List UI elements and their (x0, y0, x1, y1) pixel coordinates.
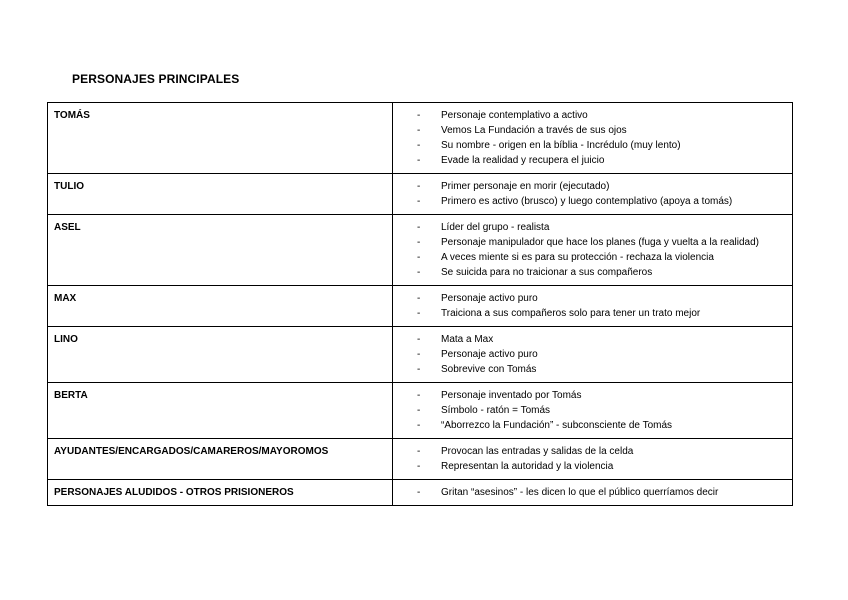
character-name: ASEL (48, 215, 393, 286)
description-item: - Símbolo - ratón = Tomás (417, 403, 786, 418)
character-name: TULIO (48, 174, 393, 215)
description-item: - Primero es activo (brusco) y luego contemplativo (apoya a tomás) (417, 194, 786, 209)
page-title: PERSONAJES PRINCIPALES (72, 72, 240, 86)
character-description (393, 480, 793, 506)
description-list (399, 485, 786, 500)
character-row (48, 480, 793, 506)
description-list (399, 332, 786, 377)
description-list (399, 179, 786, 209)
character-name: MAX (48, 286, 393, 327)
character-name: LINO (48, 327, 393, 383)
character-row (48, 327, 793, 383)
characters-table-body (48, 103, 793, 506)
description-list (399, 388, 786, 433)
description-item: - Personaje contemplativo a activo (417, 108, 786, 123)
description-item: - Evade la realidad y recupera el juicio (417, 153, 786, 168)
description-item: - Provocan las entradas y salidas de la celda (417, 444, 786, 459)
description-list (399, 291, 786, 321)
description-item: - Traiciona a sus compañeros solo para tener un trato mejor (417, 306, 786, 321)
description-item: - Mata a Max (417, 332, 786, 347)
description-item: - Primer personaje en morir (ejecutado) (417, 179, 786, 194)
description-item: - Sobrevive con Tomás (417, 362, 786, 377)
character-row (48, 383, 793, 439)
description-item: - Gritan “asesinos” - les dicen lo que el público querríamos decir (417, 485, 786, 500)
character-name: PERSONAJES ALUDIDOS - OTROS PRISIONEROS (48, 480, 393, 506)
character-name: TOMÁS (48, 103, 393, 174)
description-list (399, 108, 786, 168)
characters-table (47, 102, 793, 506)
character-description (393, 215, 793, 286)
description-list (399, 444, 786, 474)
description-item: - Personaje inventado por Tomás (417, 388, 786, 403)
description-item: - A veces miente si es para su protección - rechaza la violencia (417, 250, 786, 265)
description-item: - “Aborrezco la Fundación” - subconsciente de Tomás (417, 418, 786, 433)
character-description (393, 439, 793, 480)
description-list (399, 220, 786, 280)
character-description (393, 286, 793, 327)
character-row (48, 286, 793, 327)
character-name: AYUDANTES/ENCARGADOS/CAMAREROS/MAYOROMOS (48, 439, 393, 480)
character-description (393, 327, 793, 383)
character-row (48, 174, 793, 215)
description-item: - Líder del grupo - realista (417, 220, 786, 235)
character-row (48, 215, 793, 286)
character-row (48, 103, 793, 174)
description-item: - Vemos La Fundación a través de sus ojos (417, 123, 786, 138)
description-item: - Personaje manipulador que hace los planes (fuga y vuelta a la realidad) (417, 235, 786, 250)
description-item: - Representan la autoridad y la violencia (417, 459, 786, 474)
character-description (393, 383, 793, 439)
description-item: - Personaje activo puro (417, 347, 786, 362)
character-description (393, 103, 793, 174)
description-item: - Personaje activo puro (417, 291, 786, 306)
description-item: - Su nombre - origen en la bíblia - Incrédulo (muy lento) (417, 138, 786, 153)
character-description (393, 174, 793, 215)
description-item: - Se suicida para no traicionar a sus compañeros (417, 265, 786, 280)
character-name: BERTA (48, 383, 393, 439)
character-row (48, 439, 793, 480)
